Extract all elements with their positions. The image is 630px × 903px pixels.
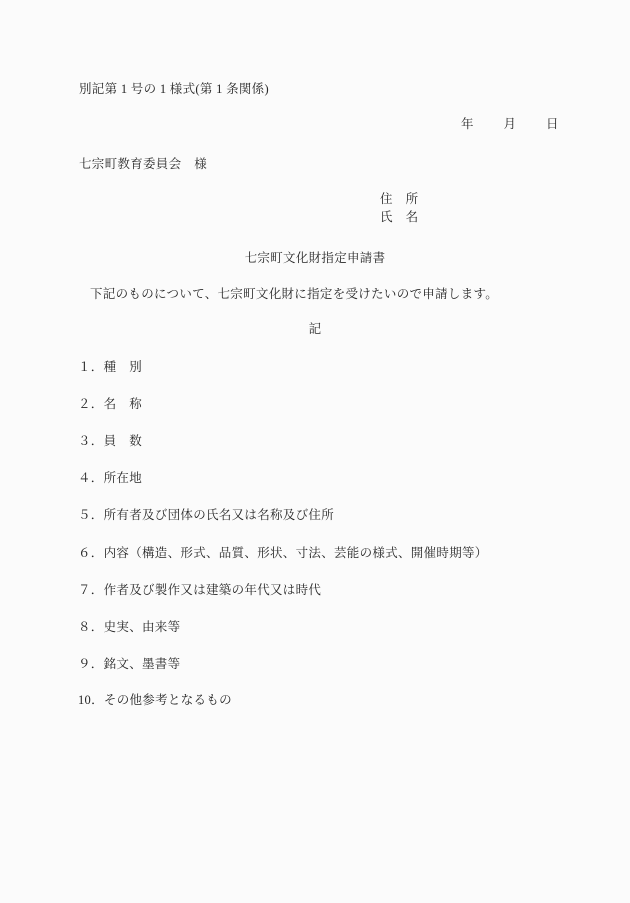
applicant-address-label: 住 所 xyxy=(380,192,419,206)
item-other-reference: 10．その他参考となるもの xyxy=(78,693,232,707)
item-history: ８．史実、由来等 xyxy=(78,620,181,634)
item-quantity: ３．員 数 xyxy=(78,434,143,448)
form-reference: 別記第 1 号の 1 様式(第 1 条関係) xyxy=(79,82,269,96)
application-statement: 下記のものについて、七宗町文化財に指定を受けたいので申請します。 xyxy=(90,287,499,301)
item-location: ４．所在地 xyxy=(78,471,143,485)
item-name: ２．名 称 xyxy=(78,397,143,411)
year-label: 年 xyxy=(461,117,474,131)
addressee-line: 七宗町教育委員会 様 xyxy=(79,157,208,171)
item-inscription: ９．銘文、墨書等 xyxy=(78,657,181,671)
item-author-era: ７．作者及び製作又は建築の年代又は時代 xyxy=(78,583,322,597)
item-category: １．種 別 xyxy=(78,360,143,374)
item-owner: ５．所有者及び団体の氏名又は名称及び住所 xyxy=(78,508,335,522)
record-heading: 記 xyxy=(308,322,322,336)
applicant-name-label: 氏 名 xyxy=(380,210,419,224)
date-line xyxy=(461,117,559,132)
item-description: ６．内容（構造、形式、品質、形状、寸法、芸能の様式、開催時期等） xyxy=(78,546,488,560)
day-label: 日 xyxy=(546,117,559,131)
month-label: 月 xyxy=(503,117,517,131)
document-title: 七宗町文化財指定申請書 xyxy=(244,251,386,265)
